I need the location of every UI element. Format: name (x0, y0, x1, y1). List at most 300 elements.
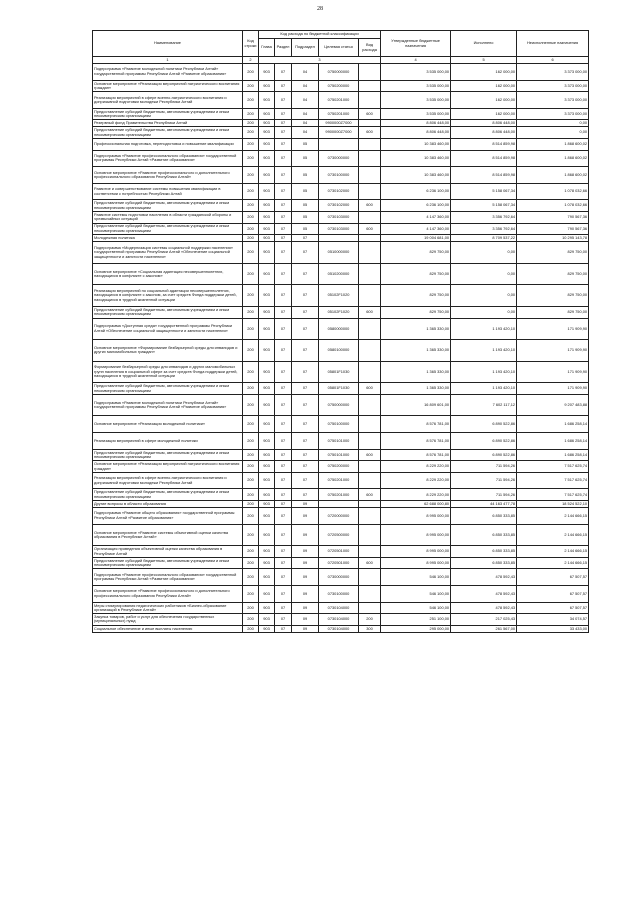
cell-glava: 903 (259, 150, 275, 167)
cell-razdel: 07 (275, 625, 292, 632)
cell-code-line: 200 (243, 150, 259, 167)
cell-code-line: 200 (243, 489, 259, 501)
cell-executed: 8 514 859,98 (451, 138, 517, 150)
cell-name: Организация проведения объективной оценки качества образования в Республике Алтай (93, 546, 243, 558)
cell-code-line: 200 (243, 394, 259, 416)
cell-name: Основное мероприятие «Реализация мероприятий патриотического воспитания граждан» (93, 461, 243, 473)
table-row (93, 614, 589, 626)
table-row (93, 449, 589, 461)
cell-name: Реализация мероприятий в сфере военно-патриотического воспитания и допризывной подготовки молодежи Республики Алтай (93, 92, 243, 109)
cell-razdel: 07 (275, 340, 292, 362)
cell-target: 0730102000 (319, 200, 359, 212)
cell-target: 0730104000 (319, 614, 359, 626)
cell-unexecuted: 1 078 032,66 (517, 183, 589, 200)
cell-executed: 0,00 (451, 285, 517, 307)
column-index-row (93, 57, 589, 64)
cell-code-line: 200 (243, 285, 259, 307)
cell-razdel: 07 (275, 120, 292, 127)
cell-glava: 903 (259, 383, 275, 395)
cell-unexecuted: 829 750,00 (517, 285, 589, 307)
cell-razdel: 07 (275, 242, 292, 264)
cell-code-line: 200 (243, 92, 259, 109)
cell-name: Основное мероприятие «Реализация мероприятий патриотического воспитания граждан» (93, 80, 243, 92)
cell-glava: 903 (259, 625, 275, 632)
header-name: Наименование (93, 31, 243, 57)
cell-unexecuted: 829 750,00 (517, 306, 589, 318)
cell-podrazdel: 07 (292, 285, 319, 307)
cell-target: 0510000000 (319, 242, 359, 264)
cell-glava: 903 (259, 394, 275, 416)
cell-code-line: 200 (243, 546, 259, 558)
cell-razdel: 07 (275, 449, 292, 461)
cell-expense-type (359, 340, 381, 362)
table-row (93, 340, 589, 362)
table-row (93, 80, 589, 92)
index-cell: 6 (517, 57, 589, 64)
index-cell: 1 (93, 57, 243, 64)
cell-razdel: 07 (275, 489, 292, 501)
index-cell: 5 (451, 57, 517, 64)
cell-unexecuted: 3 373 000,00 (517, 64, 589, 81)
cell-glava: 903 (259, 183, 275, 200)
budget-execution-table (92, 30, 589, 633)
table-row (93, 167, 589, 184)
cell-razdel: 07 (275, 394, 292, 416)
table-row (93, 223, 589, 235)
cell-unexecuted: 0,00 (517, 127, 589, 139)
cell-name: Предоставление субсидий бюджетным, автономным учреждениям и иным некоммерческим организациям (93, 383, 243, 395)
cell-expense-type (359, 120, 381, 127)
index-cell: 2 (243, 57, 259, 64)
cell-executed: 7 602 117,12 (451, 394, 517, 416)
cell-expense-type (359, 318, 381, 340)
cell-podrazdel: 09 (292, 625, 319, 632)
cell-podrazdel: 04 (292, 64, 319, 81)
cell-name: Подпрограмма «Развитие молодежной политики Республики Алтай» государственной программы Республики Алтай «Развитие образования» (93, 64, 243, 81)
index-cell: 3 (259, 57, 381, 64)
cell-expense-type (359, 508, 381, 525)
cell-podrazdel: 04 (292, 127, 319, 139)
cell-expense-type: 600 (359, 127, 381, 139)
cell-razdel: 07 (275, 361, 292, 383)
cell-executed: 162 000,00 (451, 108, 517, 120)
cell-target: 0730104000 (319, 625, 359, 632)
cell-name: Предоставление субсидий бюджетным, автономным учреждениям и иным некоммерческим организациям (93, 108, 243, 120)
cell-expense-type: 300 (359, 625, 381, 632)
cell-unexecuted: 10 295 143,78 (517, 235, 589, 242)
cell-code-line: 200 (243, 361, 259, 383)
cell-executed: 478 592,43 (451, 602, 517, 614)
cell-glava: 903 (259, 285, 275, 307)
cell-executed: 6 890 522,86 (451, 416, 517, 433)
cell-expense-type (359, 64, 381, 81)
cell-glava: 903 (259, 211, 275, 223)
cell-razdel: 07 (275, 138, 292, 150)
cell-approved: 3 535 000,00 (381, 92, 451, 109)
cell-executed: 711 594,26 (451, 489, 517, 501)
cell-podrazdel: 05 (292, 200, 319, 212)
cell-executed: 8 514 859,98 (451, 167, 517, 184)
cell-target: 0730100000 (319, 586, 359, 603)
cell-unexecuted: 2 144 666,15 (517, 557, 589, 569)
cell-executed: 1 193 420,10 (451, 361, 517, 383)
cell-unexecuted: 33 433,00 (517, 625, 589, 632)
table-row (93, 557, 589, 569)
cell-code-line: 200 (243, 449, 259, 461)
cell-code-line: 200 (243, 306, 259, 318)
page-number: 28 (317, 6, 323, 12)
cell-razdel: 07 (275, 318, 292, 340)
cell-code-line: 200 (243, 340, 259, 362)
cell-target: 0750100000 (319, 416, 359, 433)
cell-code-line: 200 (243, 211, 259, 223)
cell-expense-type (359, 602, 381, 614)
cell-podrazdel: 07 (292, 235, 319, 242)
cell-executed: 0,00 (451, 263, 517, 285)
cell-code-line: 200 (243, 138, 259, 150)
cell-expense-type (359, 211, 381, 223)
cell-executed: 44 163 477,78 (451, 501, 517, 508)
cell-glava: 903 (259, 586, 275, 603)
cell-approved: 546 100,00 (381, 586, 451, 603)
cell-expense-type (359, 242, 381, 264)
cell-razdel: 07 (275, 546, 292, 558)
cell-glava: 903 (259, 489, 275, 501)
cell-target: 0730102000 (319, 183, 359, 200)
table-row (93, 602, 589, 614)
cell-approved: 8 576 781,00 (381, 416, 451, 433)
cell-glava: 903 (259, 64, 275, 81)
cell-podrazdel: 09 (292, 524, 319, 546)
table-row (93, 461, 589, 473)
cell-target: 05801F1030 (319, 383, 359, 395)
table-row (93, 285, 589, 307)
cell-approved: 3 535 000,00 (381, 108, 451, 120)
cell-target: 0750101000 (319, 433, 359, 450)
cell-expense-type (359, 150, 381, 167)
cell-code-line: 200 (243, 64, 259, 81)
cell-name: Подпрограмма «Развитие молодежной политики Республики Алтай» государственной программы Республики Алтай «Развитие образования» (93, 394, 243, 416)
cell-name: Другие вопросы в области образования (93, 501, 243, 508)
cell-razdel: 07 (275, 200, 292, 212)
cell-code-line: 200 (243, 108, 259, 120)
cell-expense-type (359, 167, 381, 184)
cell-expense-type (359, 569, 381, 586)
cell-approved: 10 383 460,00 (381, 167, 451, 184)
cell-approved: 829 750,00 (381, 285, 451, 307)
cell-unexecuted: 67 507,57 (517, 602, 589, 614)
cell-expense-type (359, 461, 381, 473)
cell-executed: 711 594,26 (451, 472, 517, 489)
cell-unexecuted: 1 868 600,02 (517, 150, 589, 167)
cell-podrazdel: 09 (292, 508, 319, 525)
cell-expense-type (359, 285, 381, 307)
cell-glava: 903 (259, 167, 275, 184)
cell-glava: 903 (259, 200, 275, 212)
cell-code-line: 200 (243, 614, 259, 626)
cell-razdel: 07 (275, 508, 292, 525)
cell-executed: 0,00 (451, 242, 517, 264)
cell-razdel: 07 (275, 108, 292, 120)
cell-podrazdel: 05 (292, 211, 319, 223)
header-approved: Утвержденные бюджетные назначения (381, 31, 451, 57)
cell-unexecuted: 171 909,90 (517, 361, 589, 383)
cell-approved: 3 535 000,00 (381, 64, 451, 81)
cell-executed: 8 514 859,98 (451, 150, 517, 167)
cell-executed: 1 193 420,10 (451, 383, 517, 395)
cell-approved: 8 576 781,00 (381, 433, 451, 450)
cell-podrazdel: 07 (292, 461, 319, 473)
cell-glava: 903 (259, 524, 275, 546)
cell-expense-type (359, 138, 381, 150)
cell-executed: 711 594,26 (451, 461, 517, 473)
cell-target: 0730000000 (319, 569, 359, 586)
cell-executed: 0,00 (451, 306, 517, 318)
cell-glava: 903 (259, 433, 275, 450)
cell-target: 0730000000 (319, 150, 359, 167)
cell-glava: 903 (259, 472, 275, 489)
cell-expense-type (359, 235, 381, 242)
cell-razdel: 07 (275, 416, 292, 433)
table-row (93, 318, 589, 340)
table-row (93, 306, 589, 318)
cell-expense-type: 600 (359, 223, 381, 235)
cell-unexecuted: 171 909,90 (517, 318, 589, 340)
cell-code-line: 200 (243, 569, 259, 586)
cell-code-line: 200 (243, 416, 259, 433)
cell-expense-type (359, 416, 381, 433)
cell-unexecuted: 3 373 000,00 (517, 108, 589, 120)
cell-name: Предоставление субсидий бюджетным, автономным учреждениям и иным некоммерческим организациям (93, 557, 243, 569)
cell-podrazdel: 07 (292, 489, 319, 501)
cell-approved: 8 806 448,00 (381, 127, 451, 139)
cell-expense-type (359, 501, 381, 508)
cell-glava: 903 (259, 557, 275, 569)
cell-unexecuted: 171 909,90 (517, 340, 589, 362)
table-row (93, 108, 589, 120)
cell-code-line: 200 (243, 200, 259, 212)
cell-razdel: 07 (275, 524, 292, 546)
cell-unexecuted: 67 507,57 (517, 569, 589, 586)
cell-expense-type: 600 (359, 108, 381, 120)
cell-name: Подпрограмма «Развитие профессионального образования» государственной программы Республики Алтай «Развитие образования» (93, 569, 243, 586)
cell-razdel: 07 (275, 285, 292, 307)
cell-target: 0720501000 (319, 546, 359, 558)
cell-razdel: 07 (275, 614, 292, 626)
cell-expense-type (359, 546, 381, 558)
table-row (93, 586, 589, 603)
cell-target (319, 138, 359, 150)
cell-executed: 6 850 333,85 (451, 508, 517, 525)
cell-glava: 903 (259, 127, 275, 139)
table-row (93, 569, 589, 586)
cell-glava: 903 (259, 92, 275, 109)
table-row (93, 242, 589, 264)
cell-podrazdel: 07 (292, 383, 319, 395)
cell-target: 0750201000 (319, 92, 359, 109)
cell-code-line: 200 (243, 167, 259, 184)
header-target: Целевая статья (319, 39, 359, 57)
cell-executed: 5 158 067,34 (451, 200, 517, 212)
table-row (93, 489, 589, 501)
cell-razdel: 07 (275, 211, 292, 223)
cell-code-line: 200 (243, 242, 259, 264)
cell-unexecuted: 7 517 625,74 (517, 472, 589, 489)
cell-approved: 8 995 000,00 (381, 508, 451, 525)
cell-target: 0750201000 (319, 472, 359, 489)
cell-code-line: 200 (243, 625, 259, 632)
cell-expense-type: 600 (359, 489, 381, 501)
cell-executed: 8 709 537,22 (451, 235, 517, 242)
cell-code-line: 200 (243, 508, 259, 525)
cell-glava: 903 (259, 306, 275, 318)
cell-approved: 10 383 460,00 (381, 150, 451, 167)
cell-glava: 903 (259, 449, 275, 461)
cell-approved: 829 750,00 (381, 306, 451, 318)
table-row (93, 127, 589, 139)
cell-code-line: 200 (243, 472, 259, 489)
cell-glava: 903 (259, 461, 275, 473)
cell-name: Предоставление субсидий бюджетным, автономным учреждениям и иным некоммерческим организациям (93, 127, 243, 139)
cell-expense-type: 600 (359, 200, 381, 212)
cell-target: 0510200000 (319, 263, 359, 285)
cell-target: 05102F1020 (319, 285, 359, 307)
header-unexecuted: Неисполненные назначения (517, 31, 589, 57)
cell-name: Закупка товаров, работ и услуг для обеспечения государственных (муниципальных) нужд (93, 614, 243, 626)
table-row (93, 263, 589, 285)
cell-podrazdel: 07 (292, 318, 319, 340)
cell-unexecuted: 790 567,36 (517, 223, 589, 235)
cell-executed: 261 567,00 (451, 625, 517, 632)
cell-name: Реализация мероприятий в сфере военно-патриотического воспитания и допризывной подготовки молодежи Республики Алтай (93, 472, 243, 489)
cell-unexecuted: 18 524 522,10 (517, 501, 589, 508)
cell-executed: 6 850 333,85 (451, 524, 517, 546)
cell-name: Меры стимулирования педагогических работников «Бизнес-образование организаций в Республике Алтай» (93, 602, 243, 614)
cell-razdel: 07 (275, 383, 292, 395)
cell-code-line: 200 (243, 602, 259, 614)
cell-razdel: 07 (275, 472, 292, 489)
cell-expense-type: 600 (359, 383, 381, 395)
cell-name: Предоставление субсидий бюджетным, автономным учреждениям и иным некоммерческим организациям (93, 200, 243, 212)
cell-approved: 251 100,00 (381, 614, 451, 626)
cell-glava: 903 (259, 416, 275, 433)
cell-name: Предоставление субсидий бюджетным, автономным учреждениям и иным некоммерческим организациям (93, 489, 243, 501)
cell-name: Подпрограмма «Модернизация системы социальной поддержки населения» государственной программы Республики Алтай «Обеспечение социальной защищенности и занятости населения» (93, 242, 243, 264)
cell-approved: 8 229 220,00 (381, 472, 451, 489)
header-classification-group: Код расхода по бюджетной классификации (259, 31, 381, 39)
cell-glava: 903 (259, 263, 275, 285)
cell-executed: 1 193 420,10 (451, 318, 517, 340)
cell-approved: 546 100,00 (381, 569, 451, 586)
cell-target: 0750000000 (319, 394, 359, 416)
table-row (93, 150, 589, 167)
cell-target: 0720000000 (319, 508, 359, 525)
cell-razdel: 07 (275, 64, 292, 81)
cell-razdel: 07 (275, 263, 292, 285)
cell-razdel: 07 (275, 167, 292, 184)
cell-glava: 903 (259, 108, 275, 120)
table-row (93, 183, 589, 200)
table-row (93, 64, 589, 81)
cell-code-line: 200 (243, 127, 259, 139)
cell-name: Резервный фонд Правительства Республики Алтай (93, 120, 243, 127)
cell-unexecuted: 829 750,00 (517, 242, 589, 264)
cell-approved: 19 004 681,00 (381, 235, 451, 242)
cell-expense-type: 600 (359, 449, 381, 461)
cell-razdel: 07 (275, 557, 292, 569)
cell-podrazdel: 04 (292, 108, 319, 120)
cell-glava: 903 (259, 501, 275, 508)
cell-approved: 1 365 330,00 (381, 318, 451, 340)
table-row (93, 472, 589, 489)
cell-glava: 903 (259, 138, 275, 150)
cell-code-line: 200 (243, 318, 259, 340)
cell-target: 0730104000 (319, 602, 359, 614)
table-body (93, 64, 589, 633)
cell-name: Основное мероприятие «Реализация молодежной политики» (93, 416, 243, 433)
cell-executed: 217 025,43 (451, 614, 517, 626)
cell-podrazdel: 05 (292, 167, 319, 184)
cell-glava: 903 (259, 569, 275, 586)
cell-expense-type (359, 263, 381, 285)
cell-target: 0720500000 (319, 524, 359, 546)
cell-code-line: 200 (243, 557, 259, 569)
cell-razdel: 07 (275, 92, 292, 109)
cell-target: 0750200000 (319, 80, 359, 92)
cell-executed: 6 850 333,85 (451, 557, 517, 569)
cell-podrazdel: 07 (292, 472, 319, 489)
cell-unexecuted: 1 686 258,14 (517, 449, 589, 461)
cell-expense-type: 200 (359, 614, 381, 626)
cell-code-line: 200 (243, 263, 259, 285)
cell-name: Реализация мероприятий в сфере молодежной политики (93, 433, 243, 450)
cell-unexecuted: 2 144 666,15 (517, 524, 589, 546)
cell-glava: 903 (259, 602, 275, 614)
cell-glava: 903 (259, 361, 275, 383)
header-glava: Глава (259, 39, 275, 57)
cell-name: Предоставление субсидий бюджетным, автономным учреждениям и иным некоммерческим организациям (93, 306, 243, 318)
cell-unexecuted: 2 144 666,15 (517, 546, 589, 558)
cell-unexecuted: 790 567,36 (517, 211, 589, 223)
cell-podrazdel: 07 (292, 433, 319, 450)
cell-glava: 903 (259, 340, 275, 362)
cell-razdel: 07 (275, 433, 292, 450)
cell-unexecuted: 1 868 600,02 (517, 167, 589, 184)
cell-approved: 16 809 601,00 (381, 394, 451, 416)
table-row (93, 524, 589, 546)
cell-glava: 903 (259, 235, 275, 242)
cell-podrazdel: 05 (292, 223, 319, 235)
cell-executed: 8 806 448,00 (451, 127, 517, 139)
cell-executed: 6 890 522,86 (451, 433, 517, 450)
cell-executed: 3 356 792,64 (451, 211, 517, 223)
cell-target: 0730103000 (319, 223, 359, 235)
cell-podrazdel: 07 (292, 263, 319, 285)
cell-executed: 1 193 420,10 (451, 340, 517, 362)
cell-approved: 3 535 000,00 (381, 80, 451, 92)
cell-glava: 903 (259, 318, 275, 340)
cell-expense-type (359, 524, 381, 546)
cell-glava: 903 (259, 80, 275, 92)
cell-target: 9900000Z7000 (319, 127, 359, 139)
cell-approved: 829 750,00 (381, 242, 451, 264)
cell-unexecuted: 0,00 (517, 120, 589, 127)
cell-glava: 903 (259, 223, 275, 235)
cell-target: 0580100000 (319, 340, 359, 362)
table-row (93, 361, 589, 383)
table-row (93, 200, 589, 212)
cell-glava: 903 (259, 508, 275, 525)
